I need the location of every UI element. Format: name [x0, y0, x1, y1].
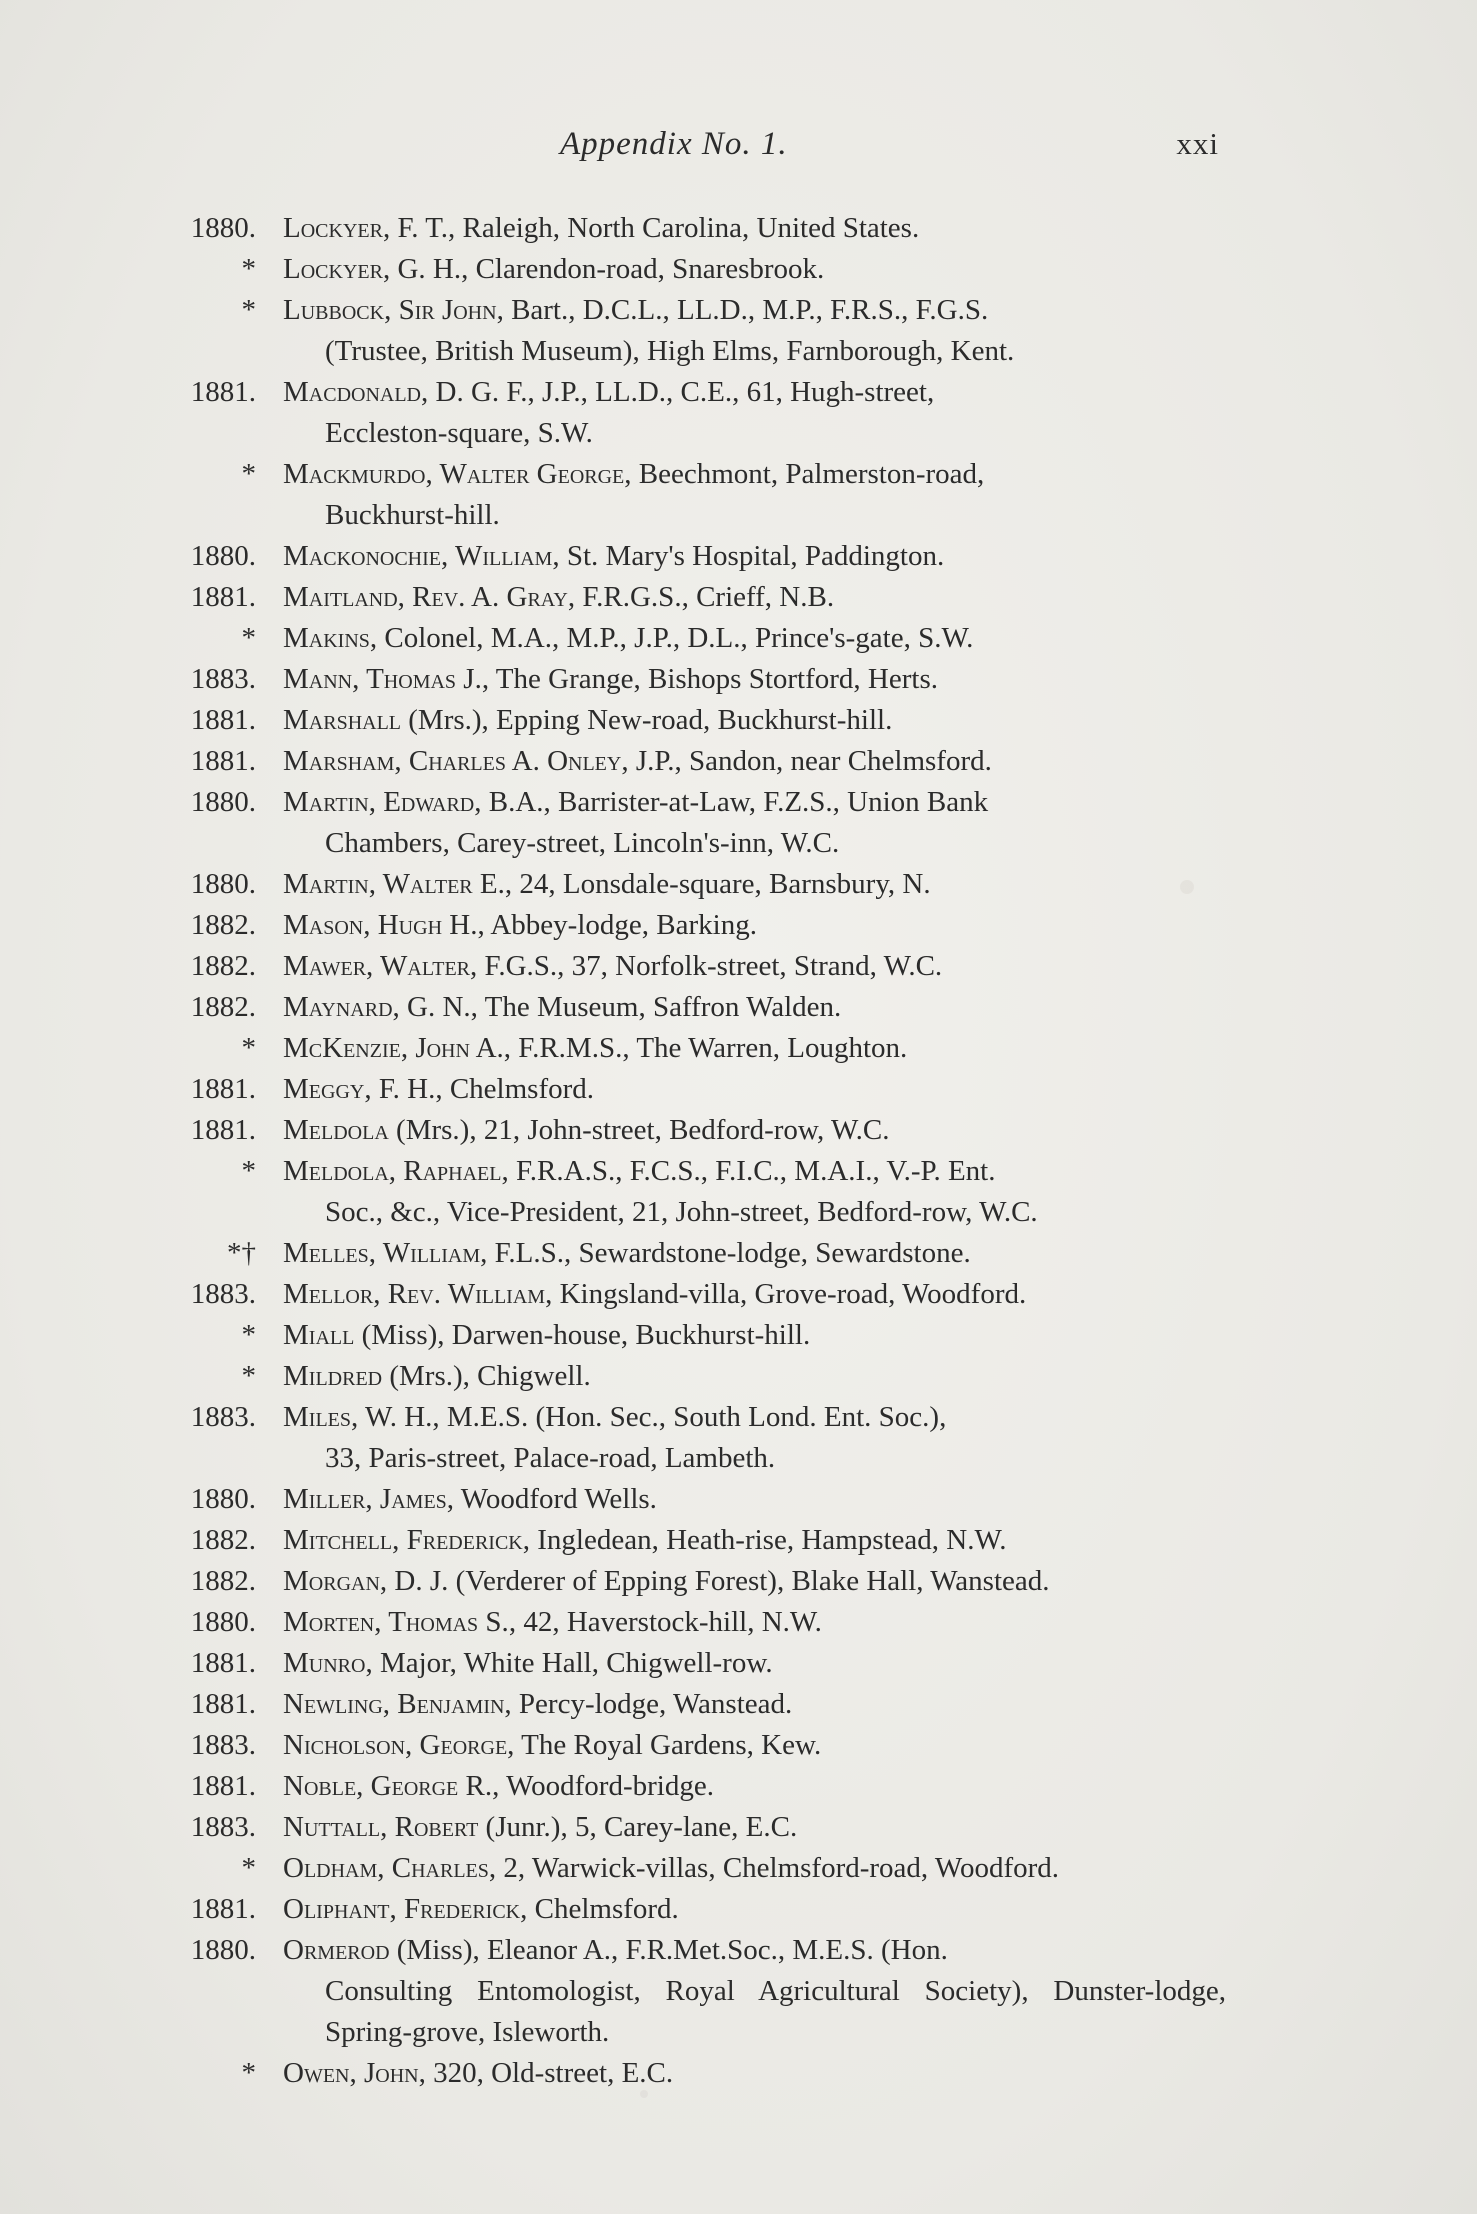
- entry-text: [283, 700, 1226, 741]
- member-details: , St. Mary's Hospital, Paddington.: [552, 540, 945, 572]
- list-item: [168, 1028, 1226, 1069]
- entry-text: [283, 1684, 1226, 1725]
- member-details: , 24, Lonsdale-square, Barnsbury, N.: [504, 868, 931, 900]
- entry-text: [283, 1151, 1226, 1192]
- member-details: (Mrs.), 21, John-street, Bedford-row, W.C.: [388, 1114, 890, 1146]
- member-details: , 42, Haverstock-hill, N.W.: [508, 1606, 822, 1638]
- entry-text: [283, 1028, 1226, 1069]
- member-name: Meldola, Raphael: [283, 1155, 502, 1187]
- list-item: [168, 659, 1226, 700]
- entry-text: [283, 290, 1226, 331]
- entry-text: [283, 2053, 1226, 2094]
- member-name: Maynard, G. N.: [283, 991, 471, 1023]
- entry-text: [283, 536, 1226, 577]
- member-details: , Major, White Hall, Chigwell-row.: [365, 1647, 773, 1679]
- list-item: [168, 1684, 1226, 1725]
- election-year: 1882.: [190, 1524, 256, 1556]
- list-item: [168, 1766, 1226, 1807]
- entry-text: [283, 249, 1226, 290]
- entry-text: [283, 1069, 1226, 1110]
- member-name: McKenzie, John A.: [283, 1032, 504, 1064]
- entry-text: [283, 782, 1226, 823]
- list-item: [168, 905, 1226, 946]
- list-item: [168, 1602, 1226, 1643]
- member-address-continued: Chambers, Carey-street, Lincoln's-inn, W.C.: [325, 827, 840, 859]
- member-name: Morgan, D. J.: [283, 1565, 449, 1597]
- life-member-mark: *: [241, 294, 256, 326]
- member-name: Melles, William: [283, 1237, 481, 1269]
- entry-text: [283, 987, 1226, 1028]
- election-year: 1882.: [190, 991, 256, 1023]
- member-name: Lockyer, F. T.: [283, 212, 449, 244]
- election-year: 1881.: [190, 376, 256, 408]
- list-item: [168, 1110, 1226, 1151]
- member-name: Miall: [283, 1319, 355, 1351]
- life-member-mark: *: [241, 1360, 256, 1392]
- list-item: [168, 618, 1226, 659]
- member-name: Nicholson, George: [283, 1729, 508, 1761]
- list-item: [168, 454, 1226, 536]
- member-name: Oliphant, Frederick: [283, 1893, 521, 1925]
- entry-text: [283, 1274, 1226, 1315]
- member-name: Morten, Thomas S.: [283, 1606, 509, 1638]
- entry-text: [283, 905, 1226, 946]
- entry-text: [283, 1315, 1226, 1356]
- life-member-mark: *: [241, 1852, 256, 1884]
- list-item: [168, 1561, 1226, 1602]
- member-name: Lockyer, G. H.: [283, 253, 462, 285]
- member-list: [168, 208, 1226, 2094]
- entry-text: [283, 1397, 1226, 1438]
- list-item: [168, 1315, 1226, 1356]
- election-year: 1880.: [190, 1606, 256, 1638]
- member-name: Miller, James: [283, 1483, 447, 1515]
- list-item: [168, 1520, 1226, 1561]
- election-year: 1880.: [190, 1483, 256, 1515]
- entry-text: [283, 864, 1226, 905]
- election-year: 1883.: [190, 1278, 256, 1310]
- member-name: Noble, George R.: [283, 1770, 493, 1802]
- member-name: Mackonochie, William: [283, 540, 553, 572]
- list-item: [168, 1151, 1226, 1233]
- life-member-mark: *: [241, 622, 256, 654]
- entry-text: [283, 1479, 1226, 1520]
- entry-text: [283, 1233, 1226, 1274]
- list-item: [168, 864, 1226, 905]
- life-member-mark: *: [241, 1032, 256, 1064]
- election-year: 1880.: [190, 212, 256, 244]
- member-details: , Ingledean, Heath-rise, Hampstead, N.W.: [522, 1524, 1007, 1556]
- member-name: Martin, Edward: [283, 786, 475, 818]
- member-name: Macdonald, D. G. F.: [283, 376, 528, 408]
- entry-text: [283, 577, 1226, 618]
- life-member-mark: *: [241, 2057, 256, 2089]
- list-item: [168, 290, 1226, 372]
- list-item: [168, 1930, 1226, 2053]
- member-name: Makins: [283, 622, 370, 654]
- election-year: 1881.: [190, 1688, 256, 1720]
- election-year: 1880.: [190, 786, 256, 818]
- list-item: [168, 1643, 1226, 1684]
- entry-text: [283, 372, 1226, 413]
- life-member-mark: *: [241, 253, 256, 285]
- member-name: Nuttall, Robert: [283, 1811, 479, 1843]
- member-name: Meggy, F. H.: [283, 1073, 436, 1105]
- election-year: 1880.: [190, 540, 256, 572]
- member-name: Mildred: [283, 1360, 383, 1392]
- entry-text: [283, 618, 1226, 659]
- election-year: 1881.: [190, 745, 256, 777]
- member-details: , B.A., Barrister-at-Law, F.Z.S., Union Bank: [474, 786, 989, 818]
- member-name: Mellor, Rev. William: [283, 1278, 546, 1310]
- member-name: Martin, Walter E.: [283, 868, 505, 900]
- member-details: (Junr.), 5, Carey-lane, E.C.: [478, 1811, 798, 1843]
- list-item: [168, 208, 1226, 249]
- entry-text: [283, 1766, 1226, 1807]
- entry-text: [283, 659, 1226, 700]
- election-year: 1880.: [190, 868, 256, 900]
- member-name: Miles, W. H.: [283, 1401, 433, 1433]
- list-item: [168, 1356, 1226, 1397]
- entry-text: [283, 454, 1226, 495]
- member-details: (Miss), Eleanor A., F.R.Met.Soc., M.E.S. (Hon.: [389, 1934, 948, 1966]
- election-year: 1881.: [190, 1647, 256, 1679]
- list-item: [168, 577, 1226, 618]
- page-title: Appendix No. 1.: [560, 126, 788, 162]
- election-year: 1883.: [190, 1401, 256, 1433]
- member-address-continued: (Trustee, British Museum), High Elms, Farnborough, Kent.: [325, 335, 1015, 367]
- member-details: , Woodford Wells.: [446, 1483, 657, 1515]
- member-address-continued: Buckhurst-hill.: [325, 499, 500, 531]
- running-header: [0, 126, 1477, 176]
- page-number: xxi: [1176, 126, 1219, 161]
- list-item: [168, 2053, 1226, 2094]
- list-item: [168, 372, 1226, 454]
- member-details: (Mrs.), Chigwell.: [382, 1360, 591, 1392]
- entry-text: [283, 1889, 1226, 1930]
- member-details: , Colonel, M.A., M.P., J.P., D.L., Prince's-gate, S.W.: [369, 622, 974, 654]
- life-member-mark: *: [241, 458, 256, 490]
- election-year: 1881.: [190, 704, 256, 736]
- list-item: [168, 782, 1226, 864]
- election-year: 1883.: [190, 1811, 256, 1843]
- member-name: Mann, Thomas J.: [283, 663, 482, 695]
- member-name: Newling, Benjamin: [283, 1688, 505, 1720]
- member-name: Marsham, Charles A. Onley: [283, 745, 622, 777]
- life-member-mark: *: [241, 1155, 256, 1187]
- list-item: [168, 1479, 1226, 1520]
- member-address-continued: Soc., &c., Vice-President, 21, John-street, Bedford-row, W.C.: [325, 1196, 1038, 1228]
- list-item: [168, 1725, 1226, 1766]
- member-details: , J.P., LL.D., C.E., 61, Hugh-street,: [527, 376, 935, 408]
- member-details: , 2, Warwick-villas, Chelmsford-road, Woodford.: [488, 1852, 1060, 1884]
- election-year: 1881.: [190, 581, 256, 613]
- election-year: 1882.: [190, 909, 256, 941]
- member-name: Owen, John: [283, 2057, 419, 2089]
- member-address-continued: Eccleston-square, S.W.: [325, 417, 593, 449]
- list-item: [168, 536, 1226, 577]
- member-address-continued: Consulting Entomologist, Royal Agricultural Society), Dunster-lodge, Spring-grove, Isleworth.: [325, 1975, 1226, 2048]
- member-details: , The Grange, Bishops Stortford, Herts.: [481, 663, 938, 695]
- member-details: , The Royal Gardens, Kew.: [507, 1729, 822, 1761]
- member-details: , Chelmsford.: [435, 1073, 595, 1105]
- member-details: , Chelmsford.: [520, 1893, 679, 1925]
- list-item: [168, 1274, 1226, 1315]
- entry-text: [283, 741, 1226, 782]
- election-year: 1882.: [190, 950, 256, 982]
- entry-text: [283, 946, 1226, 987]
- member-name: Munro: [283, 1647, 366, 1679]
- entry-text: [283, 1930, 1226, 1971]
- member-details: , Beechmont, Palmerston-road,: [624, 458, 985, 490]
- member-details: (Verderer of Epping Forest), Blake Hall, Wanstead.: [448, 1565, 1050, 1597]
- entry-text: [283, 1602, 1226, 1643]
- member-details: , 320, Old-street, E.C.: [418, 2057, 674, 2089]
- list-item: [168, 700, 1226, 741]
- member-name: Mackmurdo, Walter George: [283, 458, 625, 490]
- election-year: 1881.: [190, 1893, 256, 1925]
- member-name: Meldola: [283, 1114, 389, 1146]
- member-name: Mason, Hugh H.: [283, 909, 478, 941]
- member-details: , M.E.S. (Hon. Sec., South Lond. Ent. Soc.),: [432, 1401, 947, 1433]
- member-name: Marshall: [283, 704, 402, 736]
- list-item: [168, 249, 1226, 290]
- list-item: [168, 987, 1226, 1028]
- list-item: [168, 1889, 1226, 1930]
- entry-text: [283, 1807, 1226, 1848]
- list-item: [168, 1069, 1226, 1110]
- member-details: , Bart., D.C.L., LL.D., M.P., F.R.S., F.G.S.: [496, 294, 989, 326]
- list-item: [168, 1848, 1226, 1889]
- election-year: 1881.: [190, 1770, 256, 1802]
- election-year: 1883.: [190, 663, 256, 695]
- member-details: , Percy-lodge, Wanstead.: [504, 1688, 793, 1720]
- member-name: Mitchell, Frederick: [283, 1524, 523, 1556]
- entry-text: [283, 1643, 1226, 1684]
- list-item: [168, 1233, 1226, 1274]
- member-details: (Mrs.), Epping New-road, Buckhurst-hill.: [401, 704, 893, 736]
- election-year: 1880.: [190, 1934, 256, 1966]
- election-year: 1881.: [190, 1114, 256, 1146]
- life-member-mark: *†: [227, 1237, 256, 1269]
- member-name: Ormerod: [283, 1934, 390, 1966]
- member-name: Oldham, Charles: [283, 1852, 489, 1884]
- election-year: 1882.: [190, 1565, 256, 1597]
- list-item: [168, 946, 1226, 987]
- entry-text: [283, 208, 1226, 249]
- member-name: Lubbock, Sir John: [283, 294, 497, 326]
- member-address-continued: 33, Paris-street, Palace-road, Lambeth.: [325, 1442, 776, 1474]
- entry-text: [283, 1110, 1226, 1151]
- life-member-mark: *: [241, 1319, 256, 1351]
- member-details: , Abbey-lodge, Barking.: [477, 909, 757, 941]
- member-details: , F.L.S., Sewardstone-lodge, Sewardstone.: [480, 1237, 971, 1269]
- member-details: , F.R.G.S., Crieff, N.B.: [567, 581, 835, 613]
- member-details: , The Museum, Saffron Walden.: [470, 991, 842, 1023]
- member-details: , F.R.A.S., F.C.S., F.I.C., M.A.I., V.-P. Ent.: [501, 1155, 996, 1187]
- member-details: , F.G.S., 37, Norfolk-street, Strand, W.C.: [470, 950, 943, 982]
- election-year: 1881.: [190, 1073, 256, 1105]
- member-details: , J.P., Sandon, near Chelmsford.: [621, 745, 992, 777]
- member-details: , F.R.M.S., The Warren, Loughton.: [503, 1032, 908, 1064]
- election-year: 1883.: [190, 1729, 256, 1761]
- list-item: [168, 1397, 1226, 1479]
- entry-text: [283, 1356, 1226, 1397]
- entry-text: [283, 1520, 1226, 1561]
- entry-text: [283, 1848, 1226, 1889]
- member-details: (Miss), Darwen-house, Buckhurst-hill.: [354, 1319, 811, 1351]
- member-name: Maitland, Rev. A. Gray: [283, 581, 568, 613]
- member-details: , Woodford-bridge.: [492, 1770, 714, 1802]
- member-name: Mawer, Walter: [283, 950, 471, 982]
- entry-text: [283, 1725, 1226, 1766]
- list-item: [168, 1807, 1226, 1848]
- member-details: , Clarendon-road, Snaresbrook.: [461, 253, 825, 285]
- list-item: [168, 741, 1226, 782]
- member-details: , Raleigh, North Carolina, United States.: [448, 212, 920, 244]
- entry-text: [283, 1561, 1226, 1602]
- member-details: , Kingsland-villa, Grove-road, Woodford.: [545, 1278, 1027, 1310]
